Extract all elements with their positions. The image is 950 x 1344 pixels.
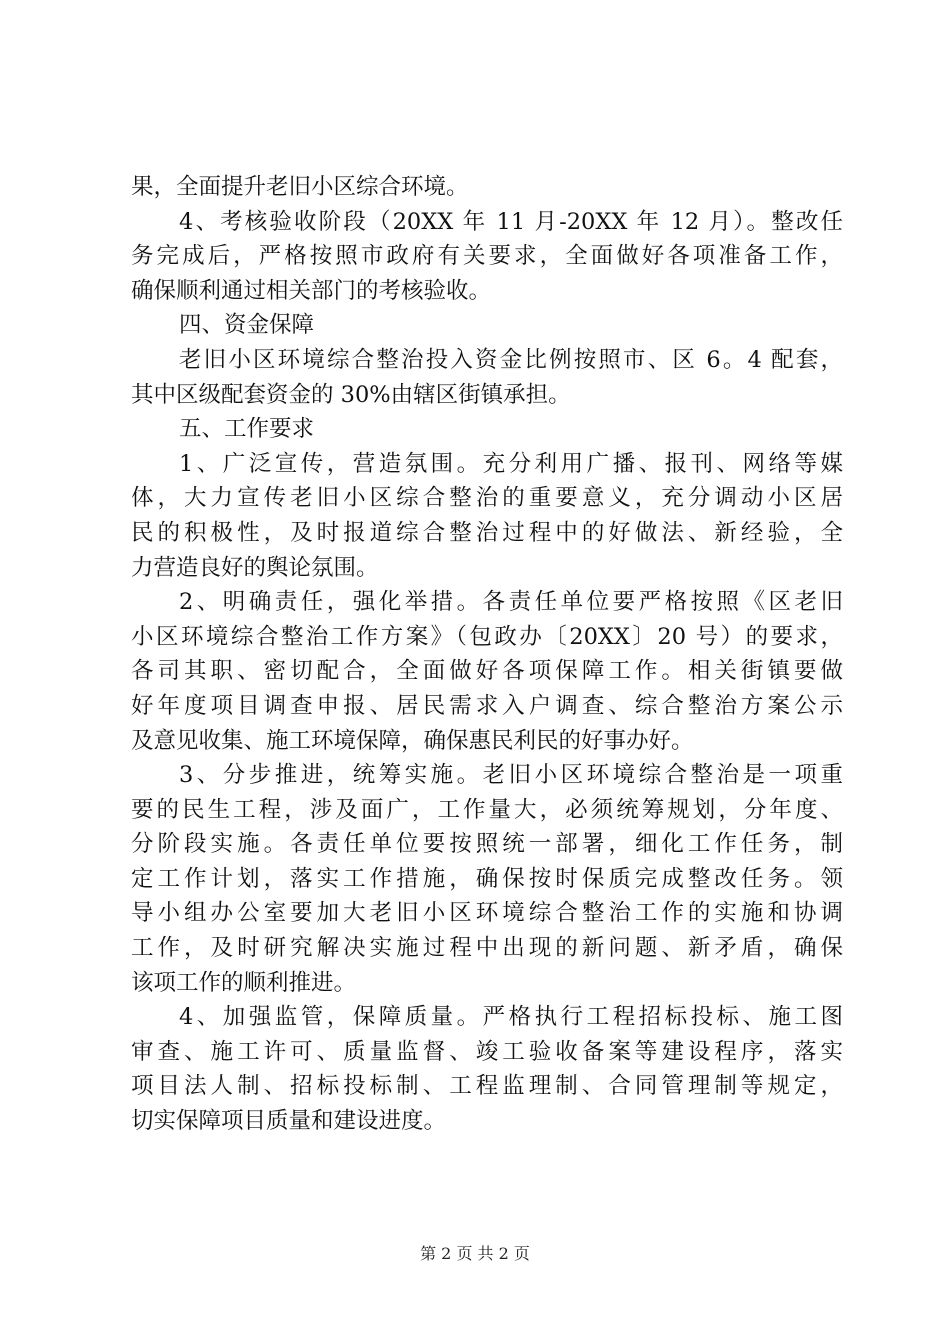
text-line: 审查、施工许可、质量监督、竣工验收备案等建设程序，落实 xyxy=(131,1038,843,1065)
text-line: 五、工作要求 xyxy=(179,416,315,443)
text-line: 老旧小区环境综合整治投入资金比例按照市、区 6。4 配套， xyxy=(179,346,843,373)
text-line: 四、资金保障 xyxy=(179,312,315,339)
text-line: 小区环境综合整治工作方案》（包政办〔20XX〕20 号）的要求， xyxy=(131,623,843,650)
text-line: 果，全面提升老旧小区综合环境。 xyxy=(131,174,469,200)
text-line: 好年度项目调查申报、居民需求入户调查、综合整治方案公示 xyxy=(131,692,843,719)
text-line: 力营造良好的舆论氛围。 xyxy=(131,554,379,581)
text-line: 3、分步推进，统筹实施。老旧小区环境综合整治是一项重 xyxy=(179,762,843,789)
text-line: 定工作计划，落实工作措施，确保按时保质完成整改任务。领 xyxy=(131,865,843,892)
text-line: 民的积极性，及时报道综合整治过程中的好做法、新经验，全 xyxy=(131,519,843,546)
text-line: 及意见收集、施工环境保障，确保惠民利民的好事办好。 xyxy=(131,727,694,754)
page-footer: 第 2 页 共 2 页 xyxy=(420,1244,530,1263)
document-body xyxy=(131,170,843,1139)
text-line: 其中区级配套资金的 30%由辖区街镇承担。 xyxy=(131,381,571,408)
text-line: 工作，及时研究解决实施过程中出现的新问题、新矛盾，确保 xyxy=(131,935,843,962)
text-line: 4、加强监管，保障质量。严格执行工程招标投标、施工图 xyxy=(179,1004,843,1031)
text-line: 分阶段实施。各责任单位要按照统一部署，细化工作任务，制 xyxy=(131,831,843,858)
text-line: 4、考核验收阶段（20XX 年 11 月-20XX 年 12 月）。整改任 xyxy=(179,208,843,235)
text-line: 务完成后，严格按照市政府有关要求，全面做好各项准备工作， xyxy=(131,243,843,270)
text-line: 导小组办公室要加大老旧小区环境综合整治工作的实施和协调 xyxy=(131,900,843,927)
text-line: 项目法人制、招标投标制、工程监理制、合同管理制等规定， xyxy=(131,1073,843,1100)
text-line: 确保顺利通过相关部门的考核验收。 xyxy=(131,277,492,304)
text-line: 1、广泛宣传，营造氛围。充分利用广播、报刊、网络等媒 xyxy=(179,450,843,477)
text-line: 要的民生工程，涉及面广，工作量大，必须统筹规划，分年度、 xyxy=(131,796,843,823)
text-line: 该项工作的顺利推进。 xyxy=(131,969,357,996)
text-line: 各司其职、密切配合，全面做好各项保障工作。相关街镇要做 xyxy=(131,658,843,685)
text-line: 切实保障项目质量和建设进度。 xyxy=(131,1108,447,1135)
text-line: 体，大力宣传老旧小区综合整治的重要意义，充分调动小区居 xyxy=(131,485,843,512)
text-line: 2、明确责任，强化举措。各责任单位要严格按照《区老旧 xyxy=(179,589,843,616)
